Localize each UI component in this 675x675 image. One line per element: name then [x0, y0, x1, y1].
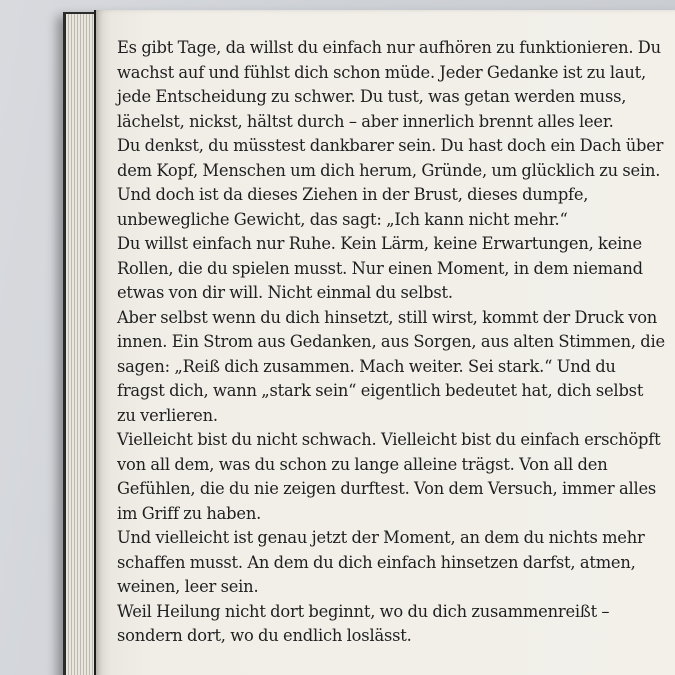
paragraph-7: Weil Heilung nicht dort beginnt, wo du dich zusammenreißt – sondern dort, wo du endlich loslässt. [117, 601, 610, 645]
paragraph-5: Vielleicht bist du nicht schwach. Vielleicht bist du einfach erschöpft von all dem, was du schon zu lange alleine trägst. Von all den Gefühlen, die du nie zeigen durftest. Von dem Versuch, immer alles im Griff zu haben. [117, 430, 661, 523]
book-page-edges [66, 14, 96, 675]
paragraph-6: Und vielleicht ist genau jetzt der Moment, an dem du nichts mehr schaffen musst. An dem du dich einfach hinsetzen darfst, atmen, weinen, leer sein. [117, 528, 645, 596]
paragraph-1: Es gibt Tage, da willst du einfach nur aufhören zu funktionieren. Du wachst auf und fühlst dich schon müde. Jeder Gedanke ist zu laut, jede Entscheidung zu schwer. Du tust, was getan werden muss, lächelst, nickst, hältst durch – aber innerlich brennt alles leer. [117, 38, 661, 131]
book-gutter [94, 10, 96, 675]
page-text [117, 36, 665, 649]
paragraph-4: Aber selbst wenn du dich hinsetzt, still wirst, kommt der Druck von innen. Ein Strom aus Gedanken, aus Sorgen, aus alten Stimmen, die sagen: „Reiß dich zusammen. Mach weiter. Sei stark.“ Und du fragst dich, wann „stark sein“ eigentlich bedeutet hat, dich selbst zu verlieren. [117, 307, 665, 425]
paragraph-2: Du denkst, du müsstest dankbarer sein. Du hast doch ein Dach über dem Kopf, Menschen um dich herum, Gründe, um glücklich zu sein. Und doch ist da dieses Ziehen in der Brust, dieses dumpfe, unbewegliche Gewicht, das sagt: „Ich kann nicht mehr.“ [117, 136, 664, 229]
paragraph-3: Du willst einfach nur Ruhe. Kein Lärm, keine Erwartungen, keine Rollen, die du spielen musst. Nur einen Moment, in dem niemand etwas von dir will. Nicht einmal du selbst. [117, 234, 643, 302]
